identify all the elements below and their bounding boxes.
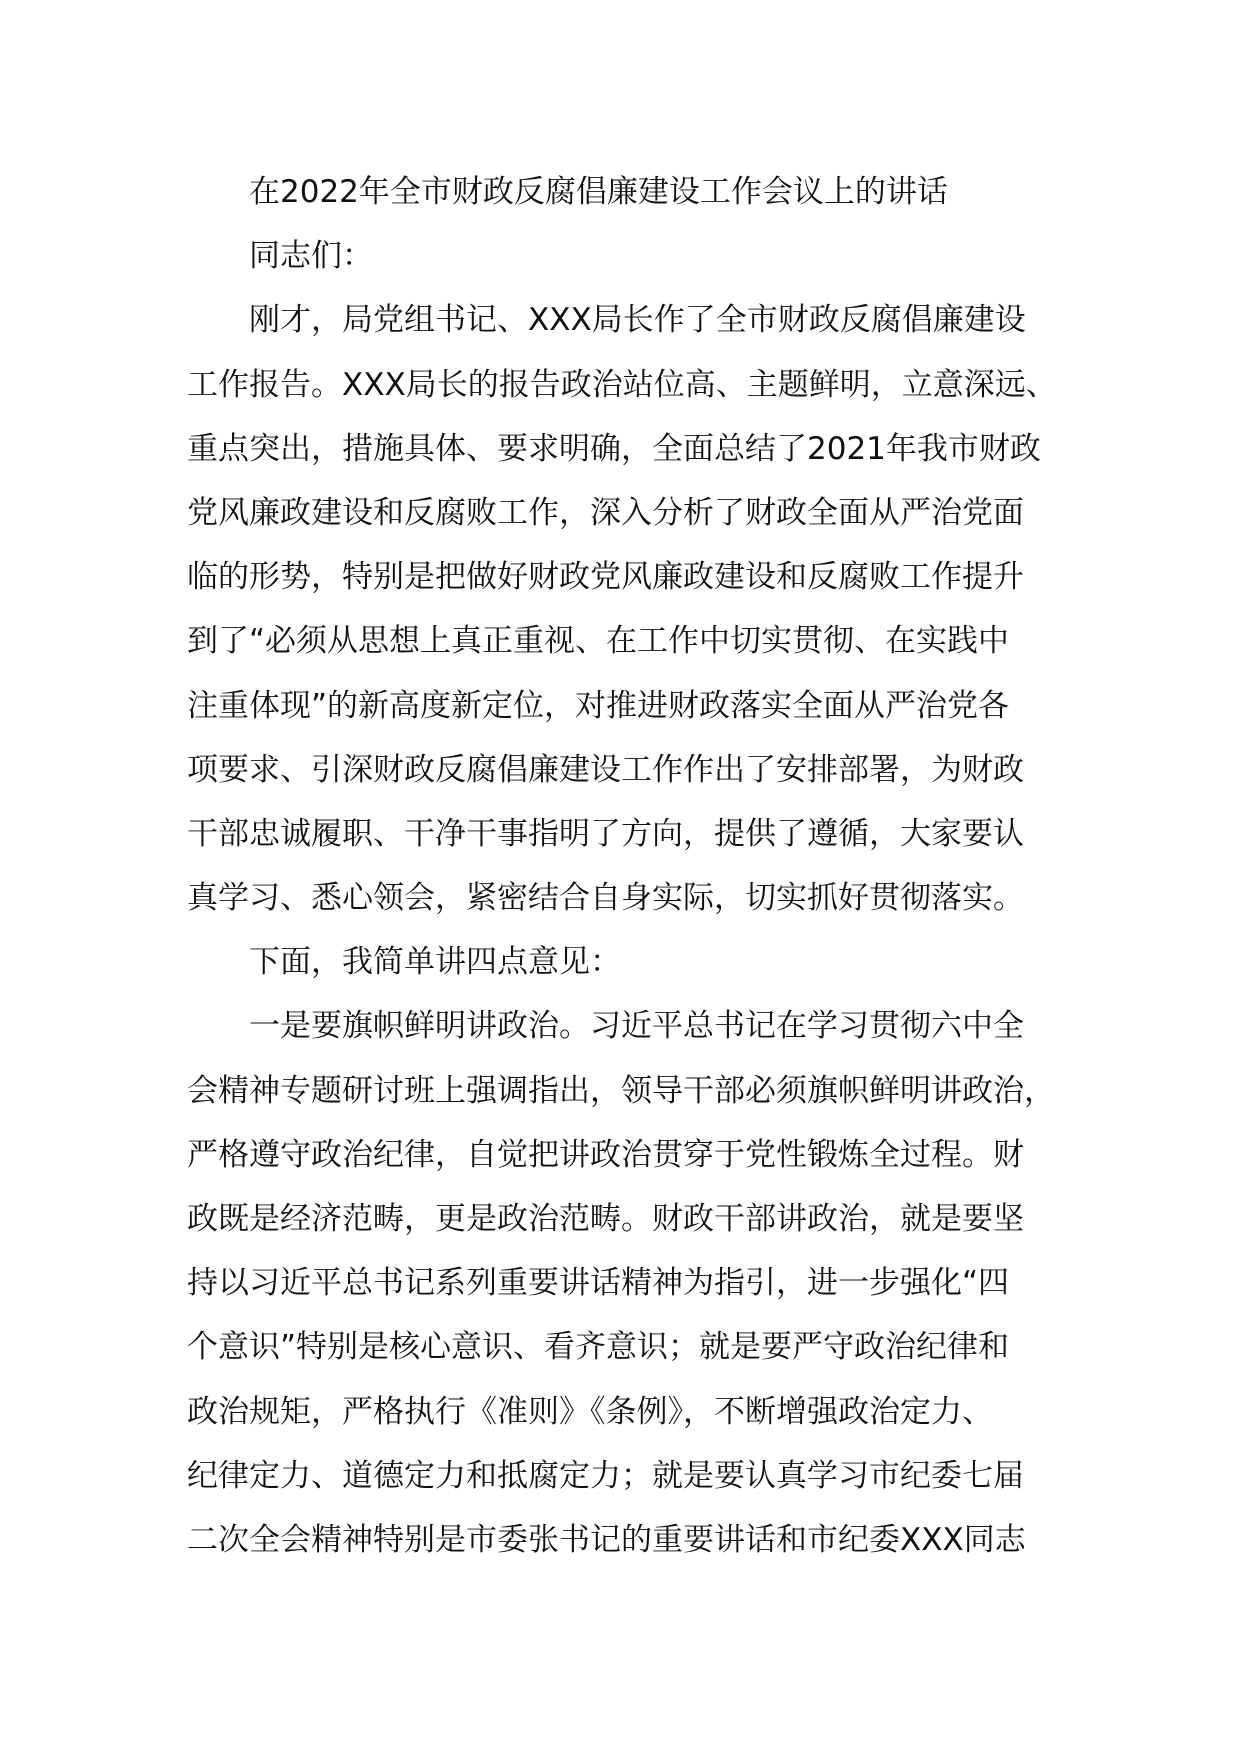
paragraph-line: 下面，我简单讲四点意见： [249, 944, 621, 981]
paragraph-line: 干部忠诚履职、干净干事指明了方向，提供了遵循，大家要认 [187, 815, 1024, 852]
paragraph-line: 党风廉政建设和反腐败工作，深入分析了财政全面从严治党面 [187, 494, 1024, 531]
paragraph-line: 政治规矩，严格执行《准则》《条例》，不断增强政治定力、 [187, 1393, 993, 1430]
speech-body [187, 160, 1057, 1572]
paragraph-line: 刚才，局党组书记、XXX局长作了全市财政反腐倡廉建设 [249, 302, 1026, 339]
paragraph-line: 二次全会精神特别是市委张书记的重要讲话和市纪委XXX同志 [187, 1521, 1026, 1558]
paragraph-line: 持以习近平总书记系列重要讲话精神为指引，进一步强化“四 [187, 1265, 1010, 1302]
paragraph-line: 重点突出，措施具体、要求明确，全面总结了2021年我市财政 [187, 430, 1041, 467]
paragraph-line: 纪律定力、道德定力和抵腐定力；就是要认真学习市纪委七届 [187, 1457, 1024, 1494]
paragraph-line: 注重体现”的新高度新定位，对推进财政落实全面从严治党各 [187, 687, 1010, 724]
paragraph-line: 政既是经济范畴，更是政治范畴。财政干部讲政治，就是要坚 [187, 1201, 1024, 1237]
paragraph-line: 临的形势，特别是把做好财政党风廉政建设和反腐败工作提升 [187, 559, 1024, 596]
paragraph-line: 到了“必须从思想上真正重视、在工作中切实贯彻、在实践中 [187, 623, 1010, 660]
paragraph-line: 个意识”特别是核心意识、看齐意识；就是要严守政治纪律和 [187, 1329, 1010, 1366]
speech-title: 在2022年全市财政反腐倡廉建设工作会议上的讲话 [249, 174, 948, 210]
paragraph-line: 一是要旗帜鲜明讲政治。习近平总书记在学习贯彻六中全 [249, 1008, 1024, 1045]
greeting: 同志们： [249, 238, 373, 275]
paragraph-line: 严格遵守政治纪律，自觉把讲政治贯穿于党性锻炼全过程。财 [187, 1136, 1024, 1173]
paragraph-line: 工作报告。XXX局长的报告政治站位高、主题鲜明，立意深远、 [187, 366, 1057, 403]
paragraph-line: 真学习、悉心领会，紧密结合自身实际，切实抓好贯彻落实。 [187, 880, 1024, 917]
paragraph-line: 项要求、引深财政反腐倡廉建设工作作出了安排部署，为财政 [187, 751, 1024, 788]
paragraph-line: 会精神专题研讨班上强调指出，领导干部必须旗帜鲜明讲政治， [187, 1072, 1055, 1109]
